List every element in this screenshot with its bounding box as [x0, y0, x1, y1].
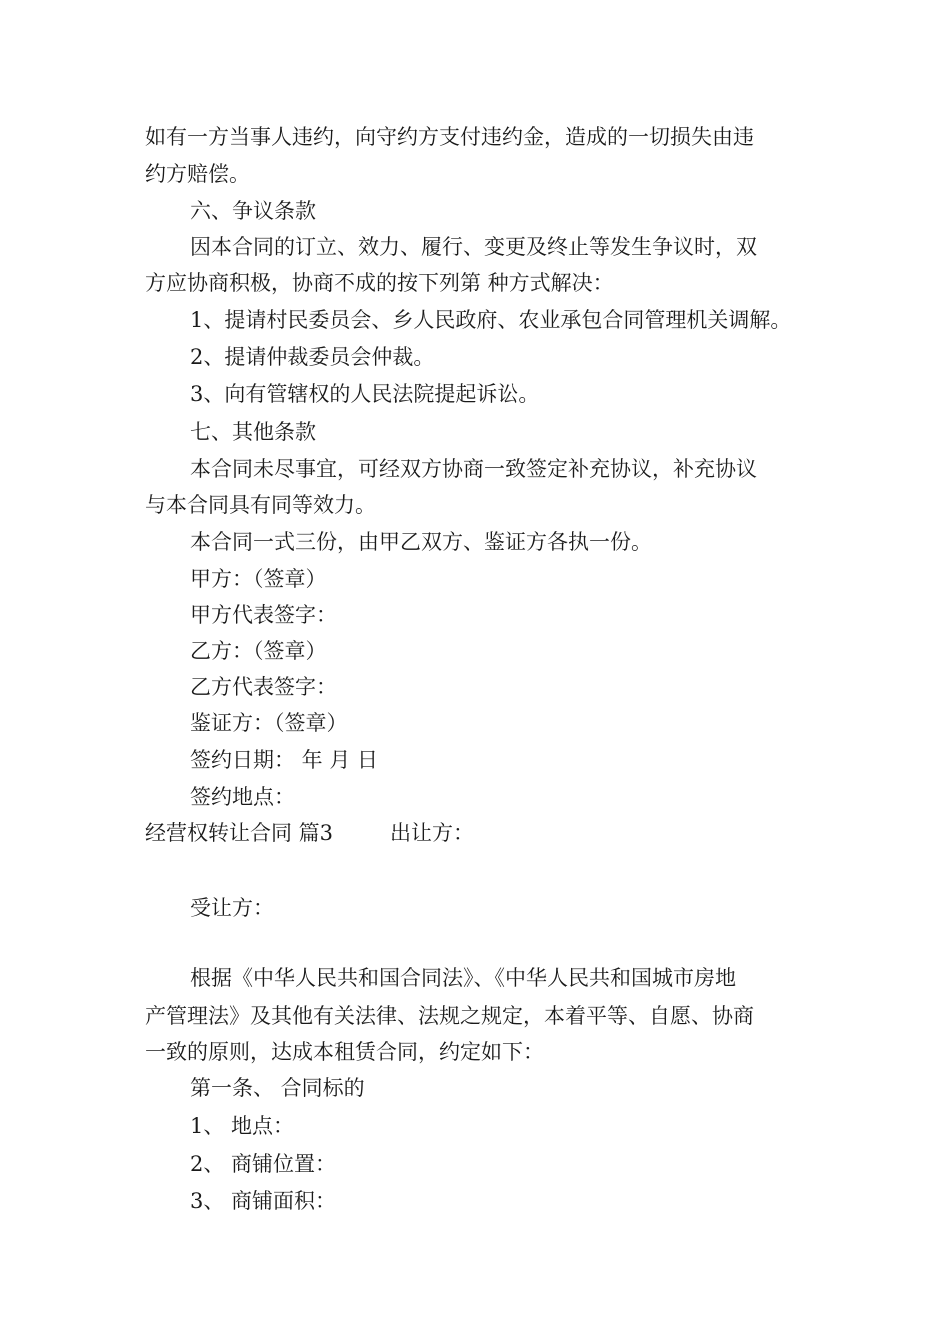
paragraph-line: 本合同一式三份，由甲乙双方、鉴证方各执一份。 — [190, 530, 652, 554]
paragraph-line: 产管理法》及其他有关法律、法规之规定，本着平等、自愿、协商 — [145, 1004, 754, 1028]
sign-date: 签约日期： 年 月 日 — [190, 748, 379, 772]
paragraph-line: 根据《中华人民共和国合同法》、《中华人民共和国城市房地 — [190, 966, 736, 990]
list-item: 2、 商铺位置： — [190, 1152, 337, 1176]
signature-line: 乙方：（签章） — [190, 639, 327, 663]
list-item: 1、 地点： — [190, 1114, 295, 1138]
list-item: 3、向有管辖权的人民法院提起诉讼。 — [190, 382, 540, 406]
transferor-label: 出让方： — [390, 821, 474, 845]
list-item: 3、 商铺面积： — [190, 1189, 337, 1213]
signature-line: 甲方代表签字： — [190, 603, 337, 627]
paragraph-line: 因本合同的订立、效力、履行、变更及终止等发生争议时，双 — [190, 235, 757, 259]
paragraph-line: 与本合同具有同等效力。 — [145, 493, 376, 517]
section-title: 经营权转让合同 篇3 — [145, 821, 334, 845]
transferee-label: 受让方： — [190, 896, 274, 920]
section-heading: 六、争议条款 — [190, 199, 316, 223]
list-item: 1、提请村民委员会、乡人民政府、农业承包合同管理机关调解。 — [190, 308, 792, 332]
paragraph-line: 一致的原则，达成本租赁合同，约定如下： — [145, 1040, 544, 1064]
paragraph-line: 本合同未尽事宜，可经双方协商一致签定补充协议，补充协议 — [190, 457, 757, 481]
section-heading: 七、其他条款 — [190, 420, 316, 444]
list-item: 2、提请仲裁委员会仲裁。 — [190, 345, 435, 369]
signature-line: 乙方代表签字： — [190, 675, 337, 699]
signature-line: 甲方：（签章） — [190, 567, 327, 591]
paragraph-line: 约方赔偿。 — [145, 162, 250, 186]
sign-place: 签约地点： — [190, 785, 295, 809]
article-heading: 第一条、 合同标的 — [190, 1076, 365, 1100]
paragraph-line: 方应协商积极，协商不成的按下列第 种方式解决： — [145, 271, 614, 295]
paragraph-line: 如有一方当事人违约，向守约方支付违约金，造成的一切损失由违 — [145, 125, 754, 149]
signature-line: 鉴证方：（签章） — [190, 711, 348, 735]
